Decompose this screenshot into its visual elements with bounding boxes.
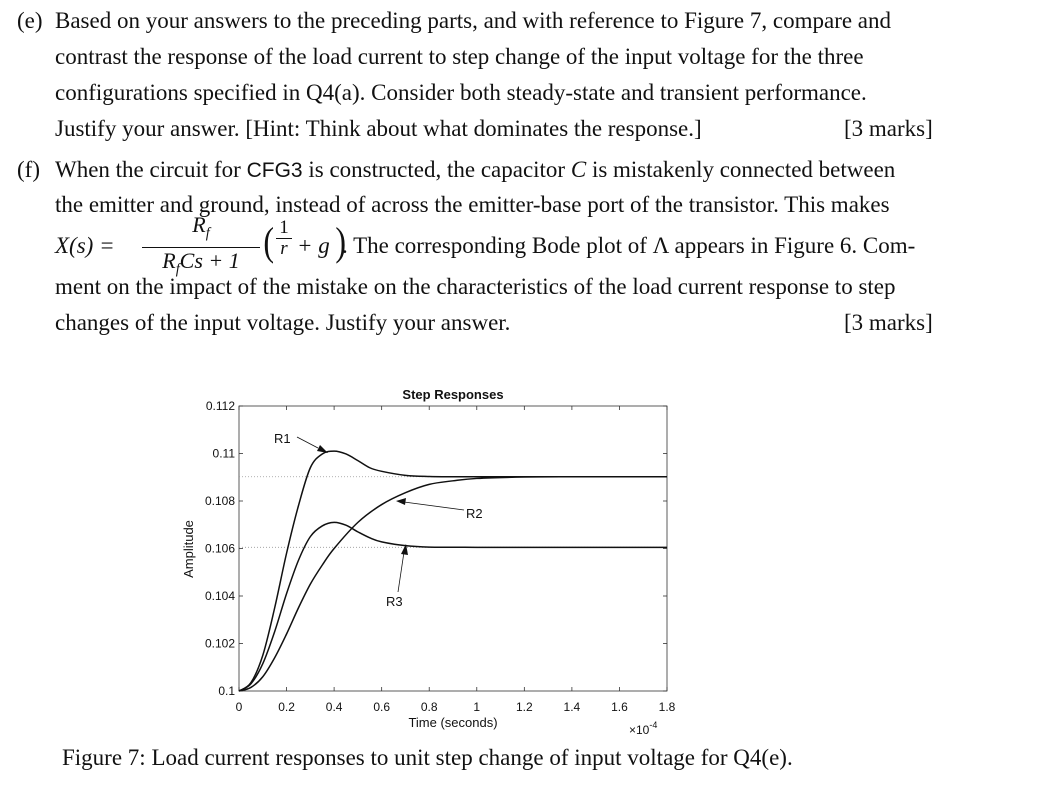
annotation-r2-arrowhead xyxy=(396,498,406,505)
eq-den-sub: f xyxy=(175,261,180,278)
part-f-line-5: changes of the input voltage. Justify your answer. xyxy=(55,310,511,335)
annotation-r1-leader xyxy=(297,437,318,448)
annotation-r1-arrowhead xyxy=(317,445,328,453)
part-f-line-4: ment on the impact of the mistake on the characteristics of the load current response to step xyxy=(55,274,896,299)
x-tick-label: 0.4 xyxy=(325,700,343,714)
y-tick-label: 0.11 xyxy=(212,446,235,461)
y-tick-label: 0.106 xyxy=(204,541,235,556)
x-tick-label: 1.8 xyxy=(658,700,676,714)
x-tick-label: 0.6 xyxy=(373,700,391,714)
equation-open-paren: ( xyxy=(263,219,274,264)
x-multiplier-base: ×10 xyxy=(629,723,650,737)
y-tick-label: 0.102 xyxy=(204,636,235,651)
eq-inner-den: r xyxy=(280,238,288,259)
annotation-r2-leader xyxy=(404,502,464,510)
eq-den-r: R xyxy=(162,248,176,274)
capacitor-symbol: C xyxy=(570,157,587,182)
part-f-line-2: the emitter and ground, instead of across the emitter-base port of the transistor. This makes xyxy=(55,192,890,217)
eq-num-r: R xyxy=(192,212,206,237)
y-tick-label: 0.104 xyxy=(204,589,235,603)
cfg-label: CFG3 xyxy=(246,159,303,182)
equation-lhs: X(s) = xyxy=(55,233,115,258)
part-e-line-3: configurations specified in Q4(a). Consider both steady-state and transient performance. xyxy=(55,80,867,105)
x-multiplier xyxy=(629,720,657,737)
part-e-label: (e) xyxy=(17,8,43,33)
x-tick-label: 0.2 xyxy=(278,700,295,714)
part-f-line-1-mid: is constructed, the capacitor xyxy=(302,157,571,182)
annotation-r1: R1 xyxy=(274,431,291,446)
part-f-marks: [3 marks] xyxy=(844,310,933,335)
part-f-line-3-suffix: . The corresponding Bode plot of Λ appears in Figure 6. Com- xyxy=(342,233,916,258)
eq-den-rest: Cs + 1 xyxy=(179,248,240,274)
chart-title: Step Responses xyxy=(402,387,504,402)
x-tick-label: 1.4 xyxy=(563,700,581,714)
eq-inner-num: 1 xyxy=(279,217,289,238)
tick-labels xyxy=(205,399,676,714)
x-tick-label: 0.8 xyxy=(420,700,438,714)
eq-num-sub: f xyxy=(205,225,210,242)
part-e-line-4: Justify your answer. [Hint: Think about what dominates the response.] xyxy=(55,116,702,141)
series-group xyxy=(239,451,667,691)
part-e-line-2: contrast the response of the load current to step change of the input voltage for the three xyxy=(55,44,864,69)
x-axis-label: Time (seconds) xyxy=(408,715,498,730)
x-tick-label: 1 xyxy=(473,700,481,714)
x-tick-label: 0 xyxy=(235,700,243,714)
x-tick-label: 1.6 xyxy=(611,700,628,714)
part-f-label: (f) xyxy=(17,157,40,182)
equation-close-paren: ) xyxy=(335,219,346,264)
annotation-r3: R3 xyxy=(386,594,403,609)
figure-caption: Figure 7: Load current responses to unit step change of input voltage for Q4(e). xyxy=(62,745,793,770)
x-multiplier-exp: -4 xyxy=(649,720,658,730)
x-tick-label: 1.2 xyxy=(515,700,533,714)
equation-paren-rest: + g xyxy=(297,233,330,258)
y-tick-label: 0.1 xyxy=(218,684,235,698)
part-e-marks: [3 marks] xyxy=(844,116,933,141)
part-f-line-1-suffix: is mistakenly connected between xyxy=(586,157,896,182)
y-tick-label: 0.112 xyxy=(205,399,235,413)
series-r1-line xyxy=(239,451,667,691)
part-e-line-1: Based on your answers to the preceding parts, and with reference to Figure 7, compare and xyxy=(55,8,892,33)
annotation-r2: R2 xyxy=(466,506,483,521)
series-r3-line xyxy=(239,522,667,691)
y-axis-label: Amplitude xyxy=(181,520,196,578)
y-tick-label: 0.108 xyxy=(204,494,235,508)
part-f-line-1-prefix: When the circuit for xyxy=(55,157,247,182)
annotation-r3-leader xyxy=(398,552,404,592)
